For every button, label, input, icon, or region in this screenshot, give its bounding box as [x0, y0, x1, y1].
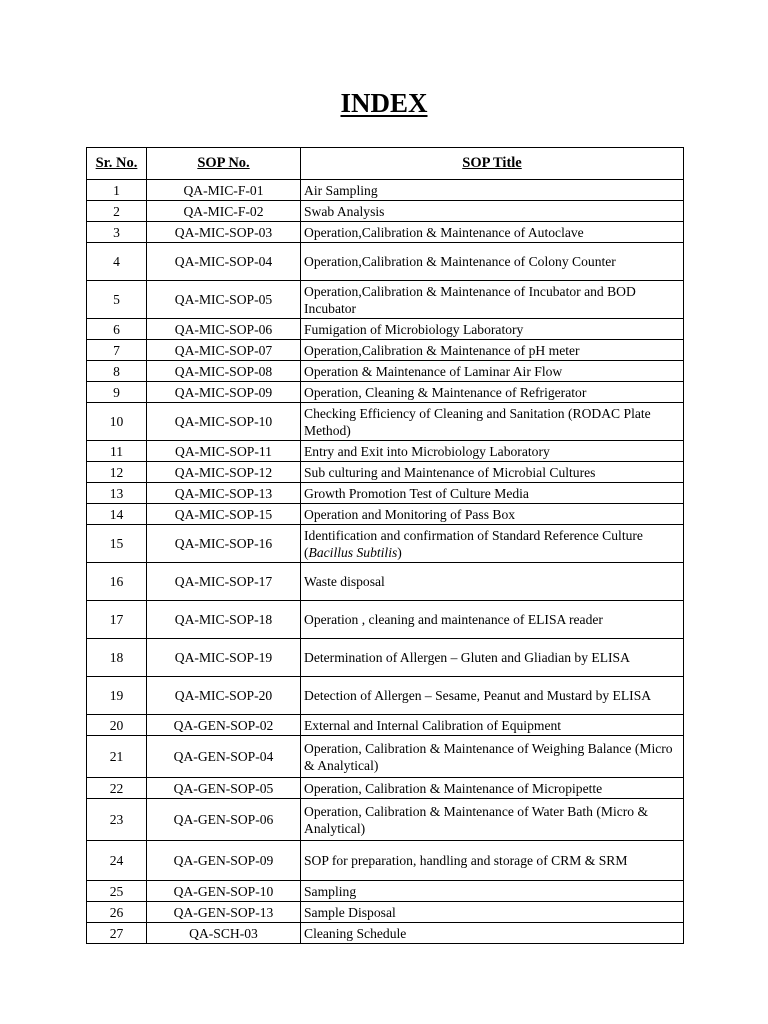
- sr-no-cell: 4: [87, 243, 147, 281]
- sop-no-cell: QA-MIC-SOP-07: [147, 340, 301, 361]
- table-row: [87, 180, 684, 201]
- table-row: [87, 841, 684, 881]
- sop-no-cell: QA-MIC-SOP-08: [147, 361, 301, 382]
- sop-no-cell: QA-MIC-F-01: [147, 180, 301, 201]
- sop-no-cell: QA-MIC-SOP-04: [147, 243, 301, 281]
- table-row: [87, 736, 684, 778]
- sop-no-cell: QA-GEN-SOP-02: [147, 715, 301, 736]
- sop-title-cell: Operation, Calibration & Maintenance of Weighing Balance (Micro & Analytical): [301, 736, 684, 778]
- sr-no-cell: 23: [87, 799, 147, 841]
- table-row: [87, 462, 684, 483]
- sop-title-cell: Operation,Calibration & Maintenance of Colony Counter: [301, 243, 684, 281]
- table-row: [87, 243, 684, 281]
- table-row: [87, 923, 684, 944]
- sop-title-cell: Growth Promotion Test of Culture Media: [301, 483, 684, 504]
- sr-no-cell: 26: [87, 902, 147, 923]
- sop-title-cell: Sampling: [301, 881, 684, 902]
- sr-no-cell: 3: [87, 222, 147, 243]
- sop-title-cell: Operation,Calibration & Maintenance of Incubator and BOD Incubator: [301, 281, 684, 319]
- sr-no-cell: 2: [87, 201, 147, 222]
- sr-no-cell: 15: [87, 525, 147, 563]
- table-row: [87, 382, 684, 403]
- sop-title-end: ): [397, 544, 402, 560]
- sop-no-cell: QA-MIC-SOP-18: [147, 601, 301, 639]
- sop-no-cell: QA-GEN-SOP-06: [147, 799, 301, 841]
- table-row: [87, 799, 684, 841]
- sr-no-cell: 1: [87, 180, 147, 201]
- sop-title-cell: Operation & Maintenance of Laminar Air Flow: [301, 361, 684, 382]
- sr-no-cell: 13: [87, 483, 147, 504]
- header-sr-no: Sr. No.: [87, 148, 147, 180]
- sop-index-table: [86, 147, 684, 944]
- sop-title-cell: Determination of Allergen – Gluten and Gliadian by ELISA: [301, 639, 684, 677]
- sop-no-cell: QA-GEN-SOP-05: [147, 778, 301, 799]
- sr-no-cell: 8: [87, 361, 147, 382]
- sop-title-cell: Fumigation of Microbiology Laboratory: [301, 319, 684, 340]
- sop-no-cell: QA-MIC-SOP-03: [147, 222, 301, 243]
- sr-no-cell: 16: [87, 563, 147, 601]
- table-row: [87, 525, 684, 563]
- sop-no-cell: QA-GEN-SOP-13: [147, 902, 301, 923]
- table-row: [87, 361, 684, 382]
- sop-title-cell: External and Internal Calibration of Equipment: [301, 715, 684, 736]
- sop-title-cell: Operation and Monitoring of Pass Box: [301, 504, 684, 525]
- table-row: [87, 778, 684, 799]
- sop-title-cell: Swab Analysis: [301, 201, 684, 222]
- table-row: [87, 201, 684, 222]
- sr-no-cell: 19: [87, 677, 147, 715]
- sop-no-cell: QA-GEN-SOP-09: [147, 841, 301, 881]
- sop-title-text: Identification and confirmation of Standard Reference Culture (: [304, 527, 643, 560]
- sop-title-italic: Bacillus Subtilis: [308, 544, 398, 560]
- sr-no-cell: 17: [87, 601, 147, 639]
- sop-no-cell: QA-MIC-SOP-11: [147, 441, 301, 462]
- table-row: [87, 677, 684, 715]
- page-title: INDEX: [340, 88, 428, 118]
- table-row: [87, 441, 684, 462]
- sop-title-cell: Operation, Cleaning & Maintenance of Refrigerator: [301, 382, 684, 403]
- sr-no-cell: 11: [87, 441, 147, 462]
- sr-no-cell: 27: [87, 923, 147, 944]
- table-row: [87, 881, 684, 902]
- table-header-row: [87, 148, 684, 180]
- sr-no-cell: 24: [87, 841, 147, 881]
- sop-title-cell: Operation, Calibration & Maintenance of Water Bath (Micro & Analytical): [301, 799, 684, 841]
- sop-title-cell: Operation , cleaning and maintenance of ELISA reader: [301, 601, 684, 639]
- sr-no-cell: 12: [87, 462, 147, 483]
- sop-title-cell: Operation,Calibration & Maintenance of pH meter: [301, 340, 684, 361]
- table-row: [87, 222, 684, 243]
- sop-title-cell: SOP for preparation, handling and storage of CRM & SRM: [301, 841, 684, 881]
- sop-title-cell: Operation, Calibration & Maintenance of Micropipette: [301, 778, 684, 799]
- sop-no-cell: QA-MIC-SOP-05: [147, 281, 301, 319]
- sop-no-cell: QA-MIC-F-02: [147, 201, 301, 222]
- sop-title-cell: Sub culturing and Maintenance of Microbial Cultures: [301, 462, 684, 483]
- table-row: [87, 281, 684, 319]
- sop-no-cell: QA-MIC-SOP-12: [147, 462, 301, 483]
- table-row: [87, 902, 684, 923]
- sop-no-cell: QA-MIC-SOP-13: [147, 483, 301, 504]
- sr-no-cell: 7: [87, 340, 147, 361]
- table-row: [87, 504, 684, 525]
- sr-no-cell: 9: [87, 382, 147, 403]
- sop-title-cell: Cleaning Schedule: [301, 923, 684, 944]
- header-sop-title: SOP Title: [301, 148, 684, 180]
- sop-no-cell: QA-MIC-SOP-17: [147, 563, 301, 601]
- table-row: [87, 563, 684, 601]
- table-row: [87, 340, 684, 361]
- table-row: [87, 483, 684, 504]
- sop-no-cell: QA-SCH-03: [147, 923, 301, 944]
- sop-no-cell: QA-GEN-SOP-10: [147, 881, 301, 902]
- sop-title-cell: Waste disposal: [301, 563, 684, 601]
- sr-no-cell: 21: [87, 736, 147, 778]
- sop-title-cell: Air Sampling: [301, 180, 684, 201]
- sr-no-cell: 20: [87, 715, 147, 736]
- sop-no-cell: QA-MIC-SOP-09: [147, 382, 301, 403]
- table-row: [87, 601, 684, 639]
- table-row: [87, 639, 684, 677]
- sr-no-cell: 5: [87, 281, 147, 319]
- sr-no-cell: 22: [87, 778, 147, 799]
- sop-title-cell: Operation,Calibration & Maintenance of Autoclave: [301, 222, 684, 243]
- sop-title-cell: Entry and Exit into Microbiology Laboratory: [301, 441, 684, 462]
- sr-no-cell: 18: [87, 639, 147, 677]
- sr-no-cell: 14: [87, 504, 147, 525]
- sop-no-cell: QA-MIC-SOP-20: [147, 677, 301, 715]
- sr-no-cell: 10: [87, 403, 147, 441]
- table-row: [87, 319, 684, 340]
- sop-no-cell: QA-MIC-SOP-16: [147, 525, 301, 563]
- sr-no-cell: 6: [87, 319, 147, 340]
- sr-no-cell: 25: [87, 881, 147, 902]
- sop-title-cell: Sample Disposal: [301, 902, 684, 923]
- table-row: [87, 403, 684, 441]
- sop-title-cell: Checking Efficiency of Cleaning and Sanitation (RODAC Plate Method): [301, 403, 684, 441]
- sop-no-cell: QA-MIC-SOP-15: [147, 504, 301, 525]
- sop-no-cell: QA-MIC-SOP-19: [147, 639, 301, 677]
- header-sop-no: SOP No.: [147, 148, 301, 180]
- sop-no-cell: QA-MIC-SOP-06: [147, 319, 301, 340]
- sop-no-cell: QA-MIC-SOP-10: [147, 403, 301, 441]
- table-row: [87, 715, 684, 736]
- sop-no-cell: QA-GEN-SOP-04: [147, 736, 301, 778]
- sop-title-cell: [301, 525, 684, 563]
- sop-title-cell: Detection of Allergen – Sesame, Peanut and Mustard by ELISA: [301, 677, 684, 715]
